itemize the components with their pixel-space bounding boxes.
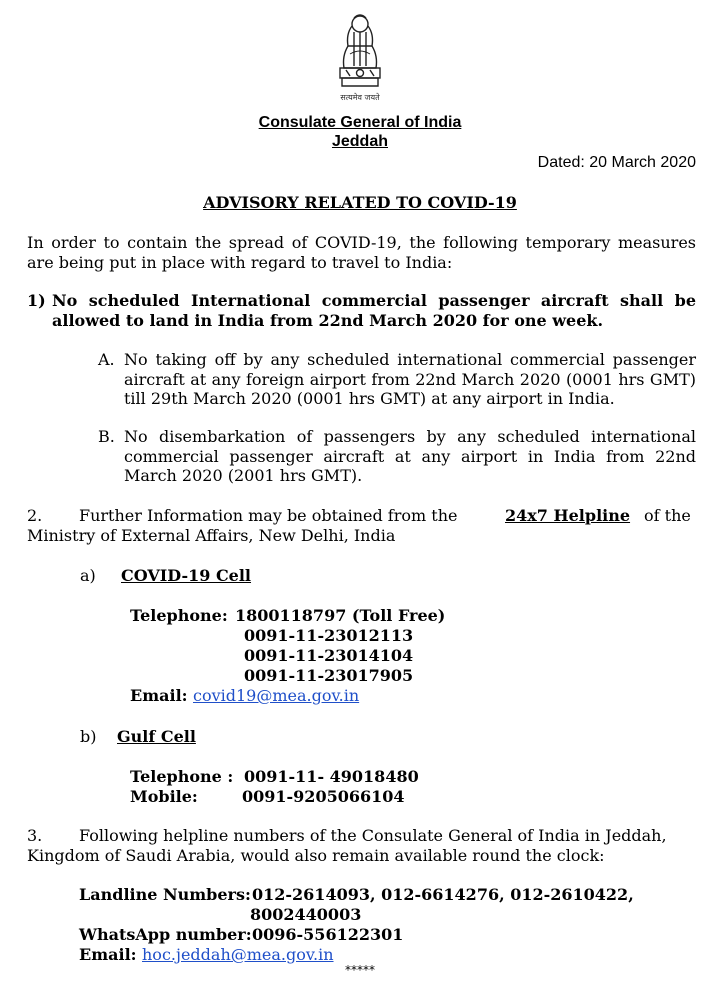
consulate-email-link[interactable]: hoc.jeddah@mea.gov.in [142,945,334,964]
gulf-mobile: 0091-9205066104 [242,787,405,806]
sub-a-line-1: No taking off by any scheduled international commercial passenger [124,350,696,369]
landline-label: Landline Numbers: [79,885,251,904]
point-2-text-after: of the [644,506,691,525]
date-line: Dated: 20 March 2020 [537,154,696,171]
sub-b-line-1: No disembarkation of passengers by any scheduled international [124,427,696,446]
point-1-line-2: allowed to land in India from 22nd March 2020 for one week. [52,311,604,330]
sub-b-line-3: March 2020 (2001 hrs GMT). [124,466,363,485]
page-title: ADVISORY RELATED TO COVID-19 [203,193,517,212]
landline-numbers-1: 012-2614093, 012-6614276, 012-2610422, [252,885,634,904]
sub-b-line-2: commercial passenger aircraft at any airport in India from 22nd [124,447,696,466]
point-3-line-2: Kingdom of Saudi Arabia, would also remain available round the clock: [27,846,605,865]
sub-b-label: B. [98,427,115,446]
point-2-line-2: Ministry of External Affairs, New Delhi, India [27,526,396,545]
sub-a-line-2: aircraft at any foreign airport from 22nd March 2020 (0001 hrs GMT) [124,370,696,389]
covid-email-label: Email: [130,686,188,705]
point-1-number: 1) [27,291,46,310]
point-3-line-1: Following helpline numbers of the Consulate General of India in Jeddah, [79,826,667,845]
whatsapp-label: WhatsApp number: [79,925,252,944]
gulf-phone-label: Telephone : [130,767,234,786]
covid-cell-title: COVID-19 Cell [121,566,252,585]
covid-phone-4: 0091-11-23017905 [244,666,414,685]
helpline-label: 24x7 Helpline [505,506,631,525]
end-mark: ***** [345,963,375,977]
gulf-mobile-label: Mobile: [130,787,198,806]
intro-line-2: are being put in place with regard to travel to India: [27,253,453,272]
covid-email-link[interactable]: covid19@mea.gov.in [193,686,360,705]
org-city: Jeddah [331,133,388,150]
cell-b-label: b) [80,727,97,746]
intro-line-1: In order to contain the spread of COVID-19, the following temporary measures [27,233,696,252]
covid-phone-label: Telephone: [130,606,228,625]
national-emblem-icon [328,12,392,106]
consulate-email-label: Email: [79,945,137,964]
point-2-text-before: Further Information may be obtained from the [79,506,458,525]
point-2-number: 2. [27,506,43,525]
cell-a-label: a) [80,566,96,585]
covid-phone-1: 1800118797 (Toll Free) [235,606,446,625]
emblem-motto: सत्यमेव जयते [340,93,380,102]
landline-numbers-2: 8002440003 [250,905,362,924]
point-1-line-1: No scheduled International commercial passenger aircraft shall be [52,291,696,310]
org-name: Consulate General of India [258,114,462,131]
covid-phone-2: 0091-11-23012113 [244,626,414,645]
point-3-number: 3. [27,826,43,845]
covid-phone-3: 0091-11-23014104 [244,646,414,665]
gulf-cell-title: Gulf Cell [117,727,196,746]
gulf-phone: 0091-11- 49018480 [244,767,419,786]
sub-a-line-3: till 29th March 2020 (0001 hrs GMT) at any airport in India. [124,389,615,408]
sub-a-label: A. [98,350,115,369]
whatsapp-number: 0096-556122301 [252,925,404,944]
